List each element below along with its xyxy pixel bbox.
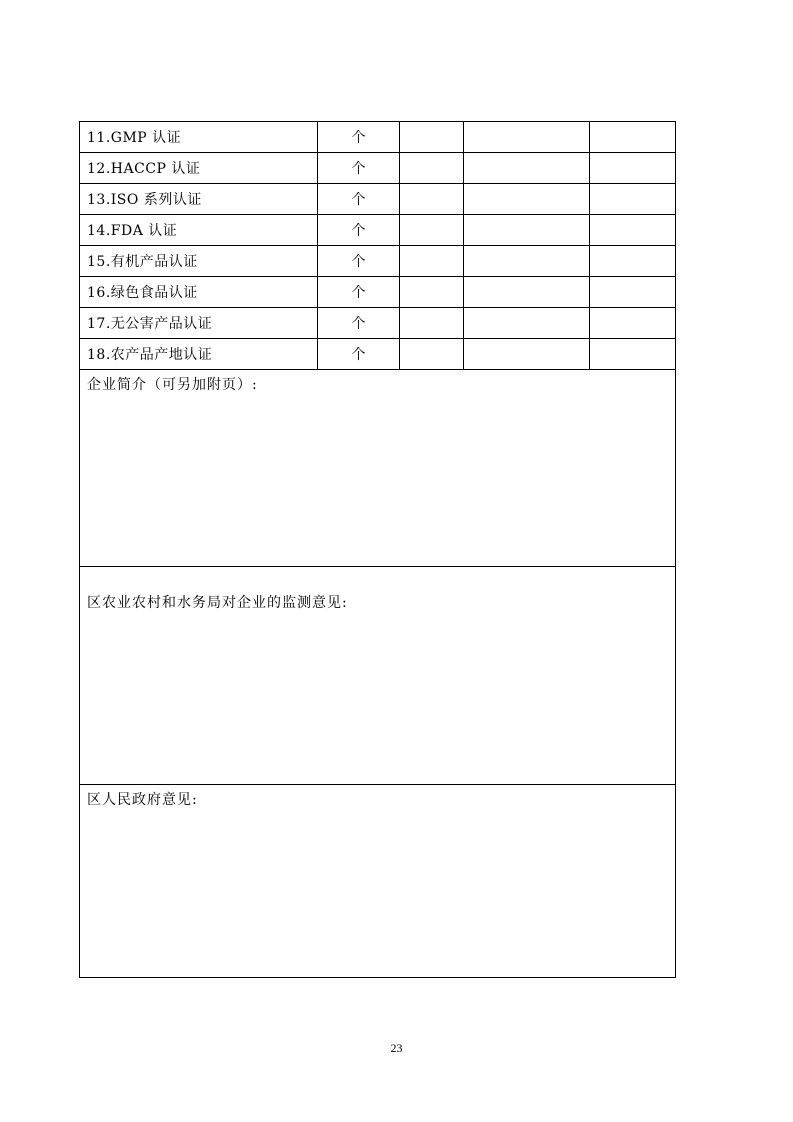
value-cell[interactable] <box>400 246 464 277</box>
bureau-opinion-field[interactable] <box>80 567 676 785</box>
cert-name-cell: 14.FDA 认证 <box>80 215 318 246</box>
cert-name-cell: 17.无公害产品认证 <box>80 308 318 339</box>
unit-cell: 个 <box>318 153 400 184</box>
government-opinion-field[interactable] <box>80 785 676 978</box>
unit-cell: 个 <box>318 215 400 246</box>
value-cell[interactable] <box>590 277 676 308</box>
company-intro-field[interactable] <box>80 370 676 567</box>
table-row <box>80 339 676 370</box>
value-cell[interactable] <box>464 122 590 153</box>
unit-cell: 个 <box>318 122 400 153</box>
value-cell[interactable] <box>590 308 676 339</box>
page-number: 23 <box>390 1041 403 1055</box>
table-row <box>80 215 676 246</box>
value-cell[interactable] <box>464 339 590 370</box>
table-row <box>80 246 676 277</box>
company-intro-label: 企业简介（可另加附页）: <box>87 377 258 393</box>
government-opinion-label: 区人民政府意见: <box>87 792 198 808</box>
company-intro-row <box>80 370 676 567</box>
government-opinion-row <box>80 785 676 978</box>
table-row <box>80 277 676 308</box>
value-cell[interactable] <box>590 153 676 184</box>
unit-cell: 个 <box>318 184 400 215</box>
value-cell[interactable] <box>464 153 590 184</box>
table-row <box>80 308 676 339</box>
certification-form-table <box>79 121 676 978</box>
value-cell[interactable] <box>400 308 464 339</box>
table-row <box>80 184 676 215</box>
value-cell[interactable] <box>590 339 676 370</box>
value-cell[interactable] <box>590 122 676 153</box>
unit-cell: 个 <box>318 339 400 370</box>
value-cell[interactable] <box>464 246 590 277</box>
value-cell[interactable] <box>400 122 464 153</box>
value-cell[interactable] <box>400 215 464 246</box>
unit-cell: 个 <box>318 277 400 308</box>
value-cell[interactable] <box>590 184 676 215</box>
value-cell[interactable] <box>400 339 464 370</box>
cert-name-cell: 12.HACCP 认证 <box>80 153 318 184</box>
value-cell[interactable] <box>464 308 590 339</box>
value-cell[interactable] <box>400 184 464 215</box>
bureau-opinion-label: 区农业农村和水务局对企业的监测意见: <box>87 595 348 611</box>
table-row <box>80 153 676 184</box>
cert-name-cell: 15.有机产品认证 <box>80 246 318 277</box>
value-cell[interactable] <box>590 215 676 246</box>
value-cell[interactable] <box>400 153 464 184</box>
value-cell[interactable] <box>464 277 590 308</box>
bureau-opinion-row <box>80 567 676 785</box>
cert-name-cell: 11.GMP 认证 <box>80 122 318 153</box>
unit-cell: 个 <box>318 308 400 339</box>
value-cell[interactable] <box>464 184 590 215</box>
value-cell[interactable] <box>590 246 676 277</box>
table-row <box>80 122 676 153</box>
unit-cell: 个 <box>318 246 400 277</box>
value-cell[interactable] <box>464 215 590 246</box>
cert-name-cell: 13.ISO 系列认证 <box>80 184 318 215</box>
value-cell[interactable] <box>400 277 464 308</box>
certification-rows <box>80 122 676 978</box>
cert-name-cell: 16.绿色食品认证 <box>80 277 318 308</box>
cert-name-cell: 18.农产品产地认证 <box>80 339 318 370</box>
